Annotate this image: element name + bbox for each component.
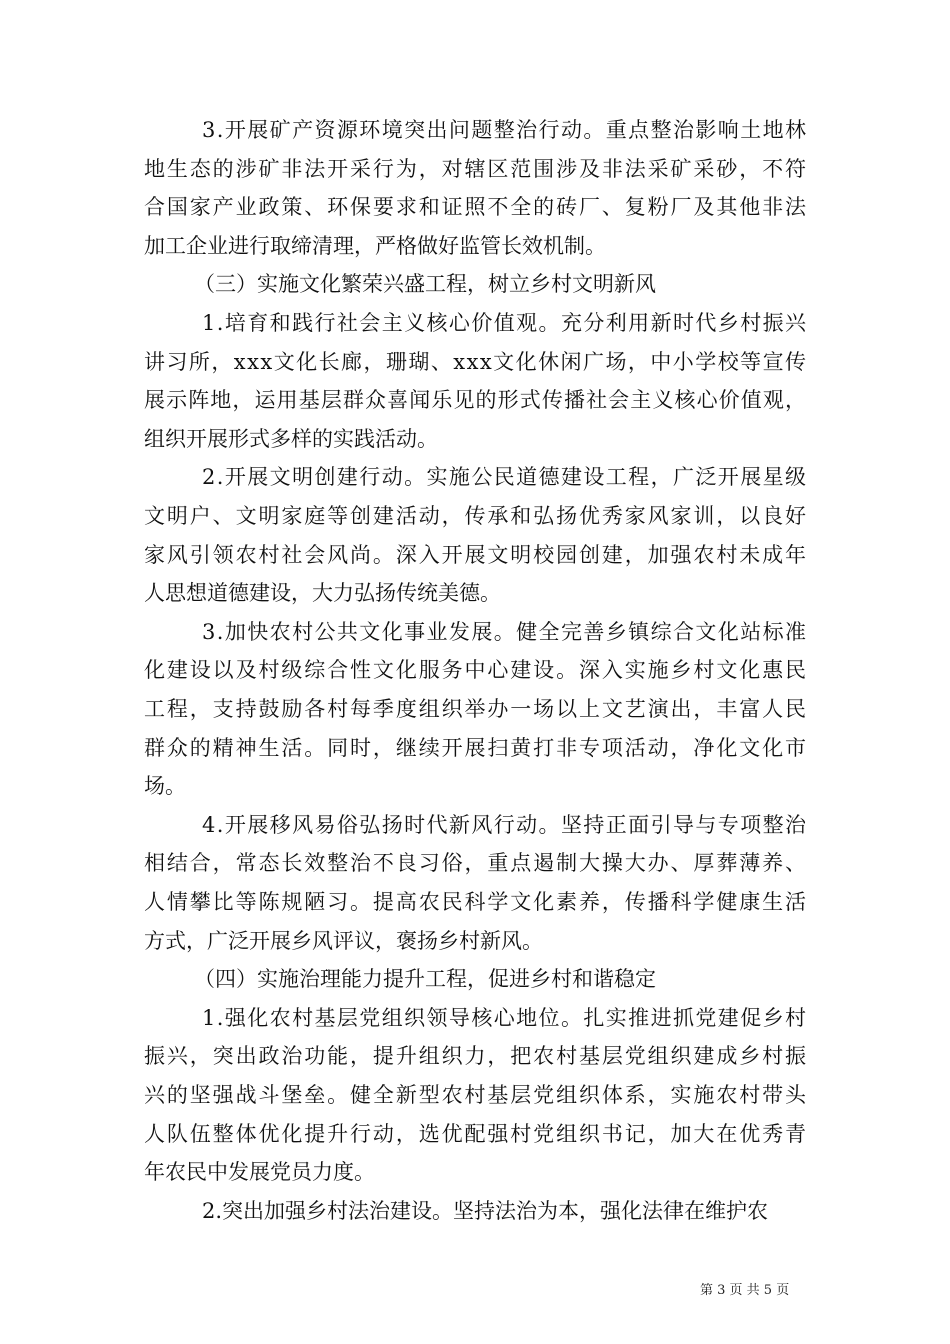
text-line: 家风引领农村社会风尚。深入开展文明校园创建，加强农村未成年	[144, 542, 808, 567]
text-line: 方式，广泛开展乡风评议，褒扬乡村新风。	[144, 928, 543, 953]
text-line: 加工企业进行取缔清理，严格做好监管长效机制。	[144, 233, 606, 258]
text-line: 场。	[144, 774, 186, 799]
text-line: 兴的坚强战斗堡垒。健全新型农村基层党组织体系，实施农村带头	[144, 1083, 808, 1107]
text-line: 4.开展移风易俗弘扬时代新风行动。坚持正面引导与专项整治	[202, 812, 808, 837]
text-line: 组织开展形式多样的实践活动。	[144, 426, 438, 451]
text-line: 工程，支持鼓励各村每季度组织举办一场以上文艺演出，丰富人民	[144, 697, 808, 721]
text-line: 1.培育和践行社会主义核心价值观。充分利用新时代乡村振兴	[202, 311, 808, 335]
text-line: 人情攀比等陈规陋习。提高农民科学文化素养，传播科学健康生活	[144, 890, 808, 914]
text-line: 2.突出加强乡村法治建设。坚持法治为本，强化法律在维护农	[202, 1198, 769, 1223]
text-line: 相结合，常态长效整治不良习俗，重点遏制大操大办、厚葬薄养、	[144, 851, 808, 876]
text-line: 人队伍整体优化提升行动，选优配强村党组织书记，加大在优秀青	[144, 1121, 808, 1146]
text-line: （四）实施治理能力提升工程，促进乡村和谐稳定	[194, 967, 656, 992]
text-line: （三）实施文化繁荣兴盛工程，树立乡村文明新风	[194, 272, 656, 297]
text-line: 讲习所，xxx文化长廊，珊瑚、xxx文化休闲广场，中小学校等宣传	[144, 349, 808, 374]
text-line: 2.开展文明创建行动。实施公民道德建设工程，广泛开展星级	[202, 465, 808, 490]
text-line: 化建设以及村级综合性文化服务中心建设。深入实施乡村文化惠民	[144, 658, 808, 683]
text-line: 展示阵地，运用基层群众喜闻乐见的形式传播社会主义核心价值观，	[144, 388, 808, 413]
text-line: 3.加快农村公共文化事业发展。健全完善乡镇综合文化站标准	[202, 619, 808, 644]
text-line: 群众的精神生活。同时，继续开展扫黄打非专项活动，净化文化市	[144, 735, 808, 760]
text-line: 地生态的涉矿非法开采行为，对辖区范围涉及非法采矿采砂，不符	[144, 156, 808, 181]
text-line: 振兴，突出政治功能，提升组织力，把农村基层党组织建成乡村振	[144, 1044, 808, 1069]
text-line: 文明户、文明家庭等创建活动，传承和弘扬优秀家风家训，以良好	[144, 504, 808, 528]
text-line: 合国家产业政策、环保要求和证照不全的砖厂、复粉厂及其他非法	[144, 195, 808, 220]
text-line: 人思想道德建设，大力弘扬传统美德。	[144, 581, 501, 606]
page-number-footer: 第 3 页 共 5 页	[700, 1283, 790, 1298]
text-line: 年农民中发展党员力度。	[144, 1160, 375, 1185]
text-line: 1.强化农村基层党组织领导核心地位。扎实推进抓党建促乡村	[202, 1005, 808, 1030]
text-line: 3.开展矿产资源环境突出问题整治行动。重点整治影响土地林	[202, 118, 808, 142]
